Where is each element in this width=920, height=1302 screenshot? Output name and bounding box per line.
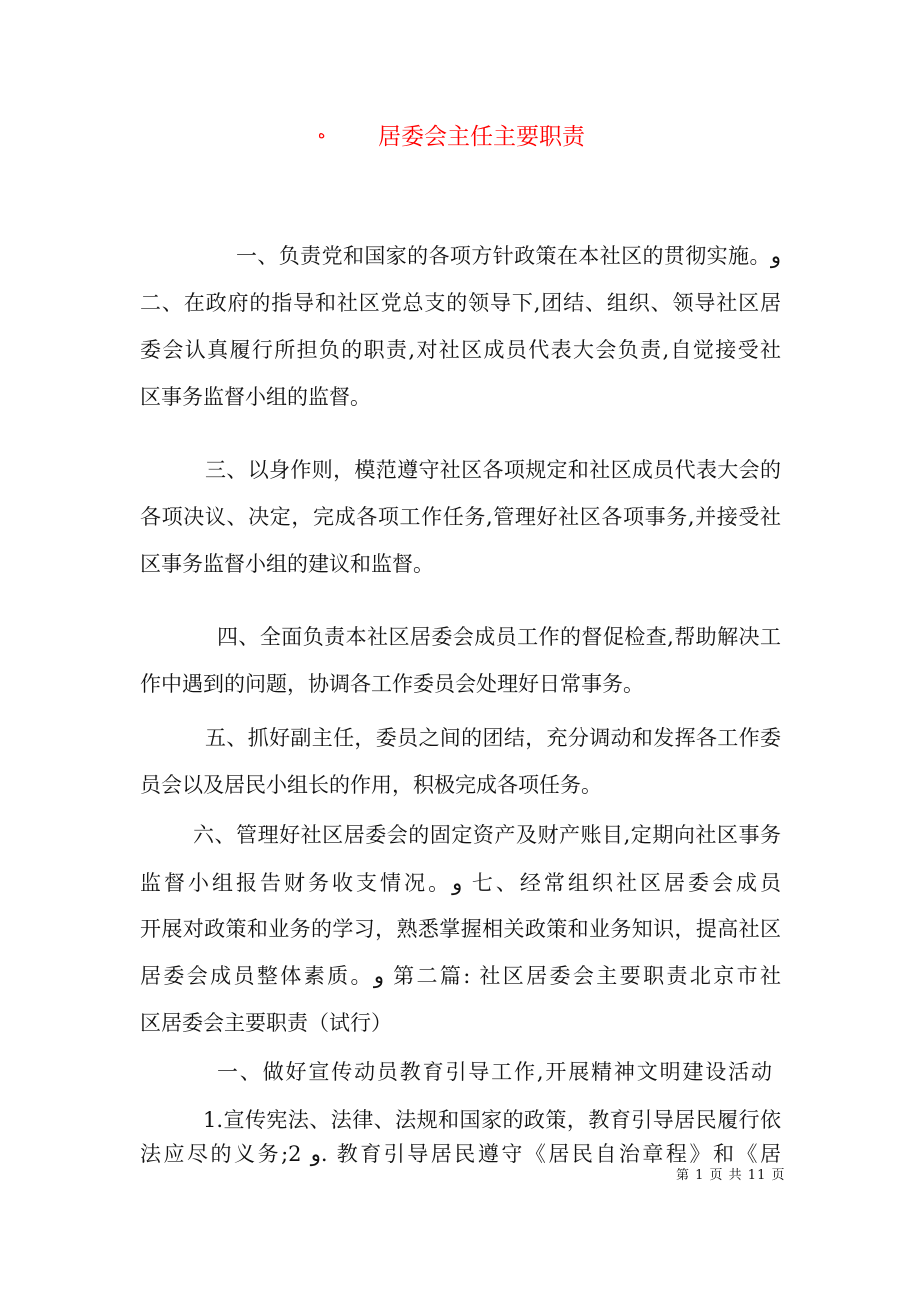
title-text: 居委会主任主要职责 xyxy=(378,124,585,150)
paragraph-line: 员会以及居民小组长的作用，积极完成各项任务。 xyxy=(140,773,602,797)
paragraph-line: 作中遇到的问题，协调各工作委员会处理好日常事务。 xyxy=(140,672,644,696)
paragraph-line: 区事务监督小组的建议和监督。 xyxy=(140,552,434,576)
paragraph-line: 二、在政府的指导和社区党总支的领导下,团结、组织、领导社区居 xyxy=(140,291,781,315)
paragraph-line: 四、全面负责本社区居委会成员工作的督促检查,帮助解决工 xyxy=(217,625,781,649)
paragraph-line: 开展对政策和业务的学习，熟悉掌握相关政策和业务知识，提高社区 xyxy=(140,917,781,941)
paragraph-line: 居委会成员整体素质。و 第二篇: 社区居委会主要职责北京市社 xyxy=(140,964,781,988)
page-number: 第 1 页 共 11 页 xyxy=(676,1168,786,1183)
title-mark: ه xyxy=(318,126,326,142)
paragraph-line: 区事务监督小组的监督。 xyxy=(140,385,371,409)
paragraph-line: 监督小组报告财务收支情况。و 七、经常组织社区居委会成员 xyxy=(140,871,781,895)
paragraph-line: 五、抓好副主任，委员之间的团结，充分调动和发挥各工作委 xyxy=(205,726,781,750)
paragraph-line: 一、负责党和国家的各项方针政策在本社区的贯彻实施。و xyxy=(236,244,781,268)
paragraph-line: 一、做好宣传动员教育引导工作,开展精神文明建设活动 xyxy=(217,1060,772,1084)
paragraph-line: 法应尽的义务;2 و. 教育引导居民遵守《居民自治章程》和《居 xyxy=(140,1142,781,1166)
paragraph-line: 区居委会主要职责（试行） xyxy=(140,1011,392,1035)
paragraph-line: 三、以身作则，模范遵守社区各项规定和社区成员代表大会的 xyxy=(205,458,781,482)
paragraph-line: 1.宣传宪法、法律、法规和国家的政策，教育引导居民履行依 xyxy=(203,1108,781,1132)
paragraph-line: 各项决议、决定，完成各项工作任务,管理好社区各项事务,并接受社 xyxy=(140,505,781,529)
paragraph-line: 六、管理好社区居委会的固定资产及财产账目,定期向社区事务 xyxy=(193,823,781,847)
paragraph-line: 委会认真履行所担负的职责,对社区成员代表大会负责,自觉接受社 xyxy=(140,338,781,362)
